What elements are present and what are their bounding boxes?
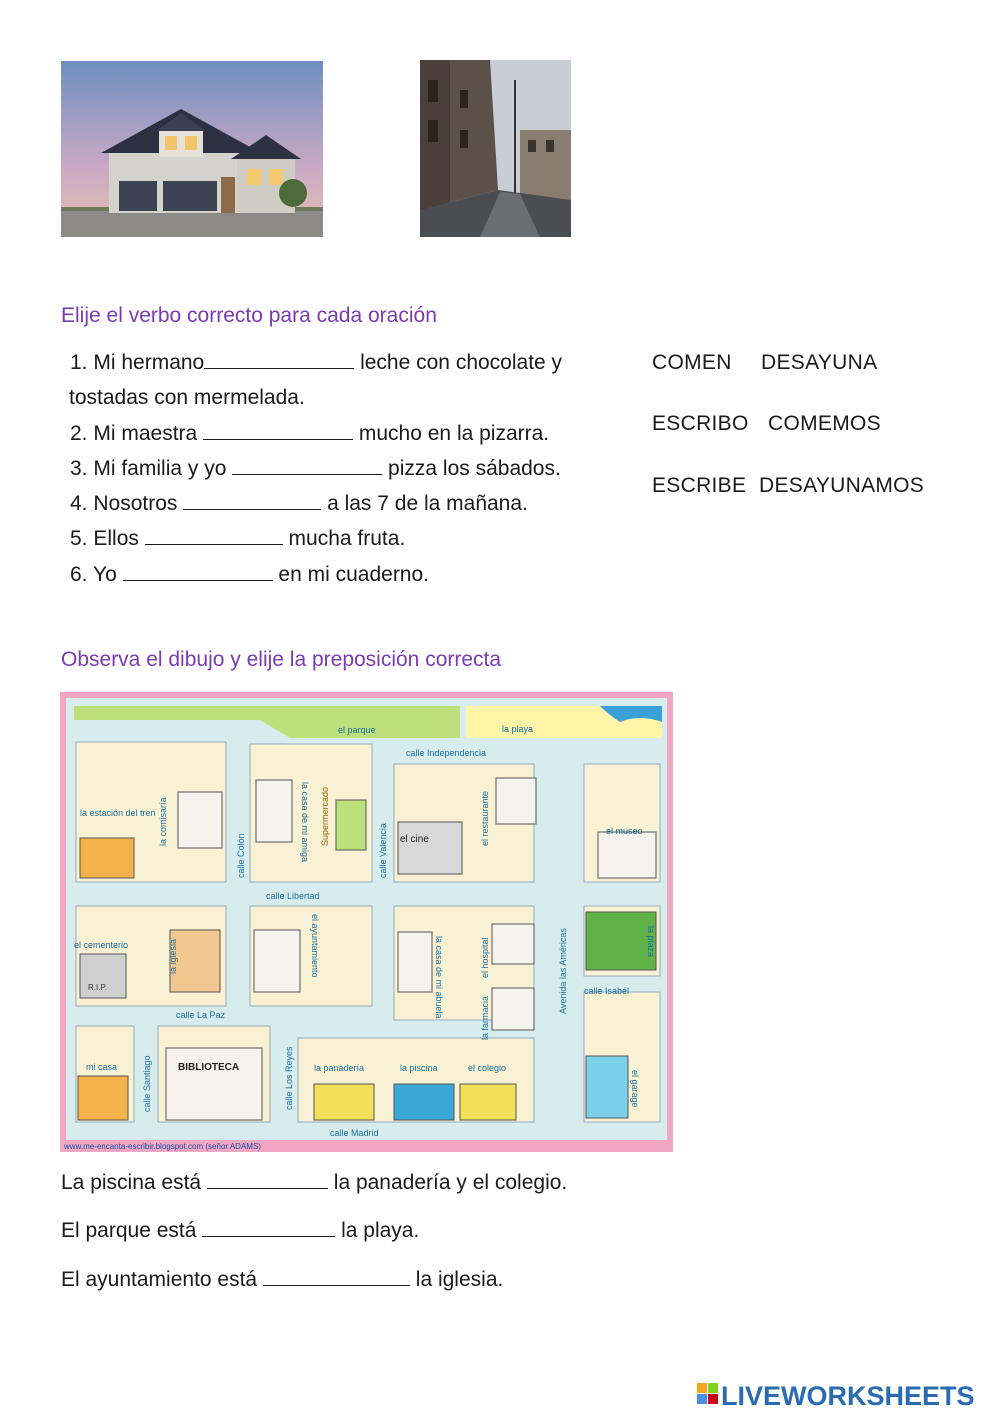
label-garage: el garage [630,1070,640,1108]
answer-blank-5[interactable] [145,543,283,545]
sentence-4: 4. Nosotros a las 7 de la mañana. [70,492,528,515]
sentence-6: 6. Yo en mi cuaderno. [70,563,430,586]
label-playa: la playa [502,724,534,734]
prep-blank-2[interactable] [202,1235,335,1237]
brand-name: LIVEWORKSHEETS [721,1381,975,1411]
street-libertad: calle Libertad [266,891,320,901]
street-santiago: calle Santiago [142,1055,152,1112]
street-madrid: calle Madrid [330,1128,379,1138]
label-casa-abuela: la casa de mi abuela [434,936,444,1019]
answer-blank-6[interactable] [123,579,273,581]
label-hospital: el hospital [480,937,490,978]
label-mi-casa: mi casa [86,1062,118,1072]
street-lapaz: calle La Paz [176,1010,226,1020]
liveworksheets-logo [697,1377,993,1411]
street-colon: calle Colón [236,833,246,878]
label-colegio: el colegio [468,1063,507,1073]
sentence-1-continuation: tostadas con mermelada. [69,386,305,409]
prep-sentence-3: El ayuntamiento está la iglesia. [61,1268,504,1291]
word-escribo: ESCRIBO [652,412,749,435]
label-farmacia: la farmacia [480,995,490,1040]
sentence-5: 5. Ellos mucha fruta. [70,527,406,550]
answer-blank-3[interactable] [232,473,382,475]
word-escribe: ESCRIBE [652,474,747,497]
label-comisaria: la comisaría [158,797,168,846]
label-biblioteca: BIBLIOTECA [178,1062,240,1073]
word-desayuna: DESAYUNA [761,351,878,374]
label-iglesia: la iglesia [168,938,178,974]
section2-heading: Observa el dibujo y elije la preposición correcta [61,648,502,671]
label-estacion: la estación del tren [80,808,156,818]
sentence-3: 3. Mi familia y yo pizza los sábados. [70,457,561,480]
map-credit: www.me-encanta-escribir.blogspot.com (señor ADAMS) [64,1142,261,1151]
section1-heading: Elije el verbo correcto para cada oración [61,304,437,327]
town-map [60,692,673,1152]
label-piscina: la piscina [400,1063,438,1073]
street-isabel: calle Isabél [584,986,630,996]
answer-blank-1[interactable] [204,367,354,369]
prep-sentence-2: El parque está la playa. [61,1219,420,1242]
street-avenida: Avenida las Américas [558,928,568,1014]
answer-blank-4[interactable] [183,508,321,510]
label-plaza: la plaza [646,926,656,958]
label-cementerio: el cementerio [74,940,129,950]
street-independencia: calle Independencia [406,748,487,758]
house-photo [61,61,323,237]
prep-blank-1[interactable] [207,1187,328,1189]
word-comen: COMEN [652,351,732,374]
word-comemos: COMEMOS [768,412,881,435]
label-panaderia: la panadería [314,1063,365,1073]
label-casa-amiga: la casa de mi amiga [300,782,310,863]
sentence-2: 2. Mi maestra mucho en la pizarra. [70,422,550,445]
word-desayunamos: DESAYUNAMOS [759,474,925,497]
street-photo [420,60,571,237]
street-valencia: calle Valencia [378,823,388,878]
label-rip: R.I.P. [88,983,107,992]
prep-blank-3[interactable] [263,1284,410,1286]
label-museo: el museo [606,826,643,836]
sentence-1: 1. Mi hermano leche con chocolate y [70,351,563,374]
answer-blank-2[interactable] [203,438,353,440]
label-ayuntamiento: el ayuntamiento [310,914,320,978]
street-losreyes: calle Los Reyes [284,1046,294,1110]
label-restaurante: el restaurante [480,790,490,846]
label-parque: el parque [338,725,376,735]
label-supermercado: Supermercado [320,786,330,846]
label-cine: el cine [400,834,429,845]
prep-sentence-1: La piscina está la panadería y el colegio. [61,1171,568,1194]
